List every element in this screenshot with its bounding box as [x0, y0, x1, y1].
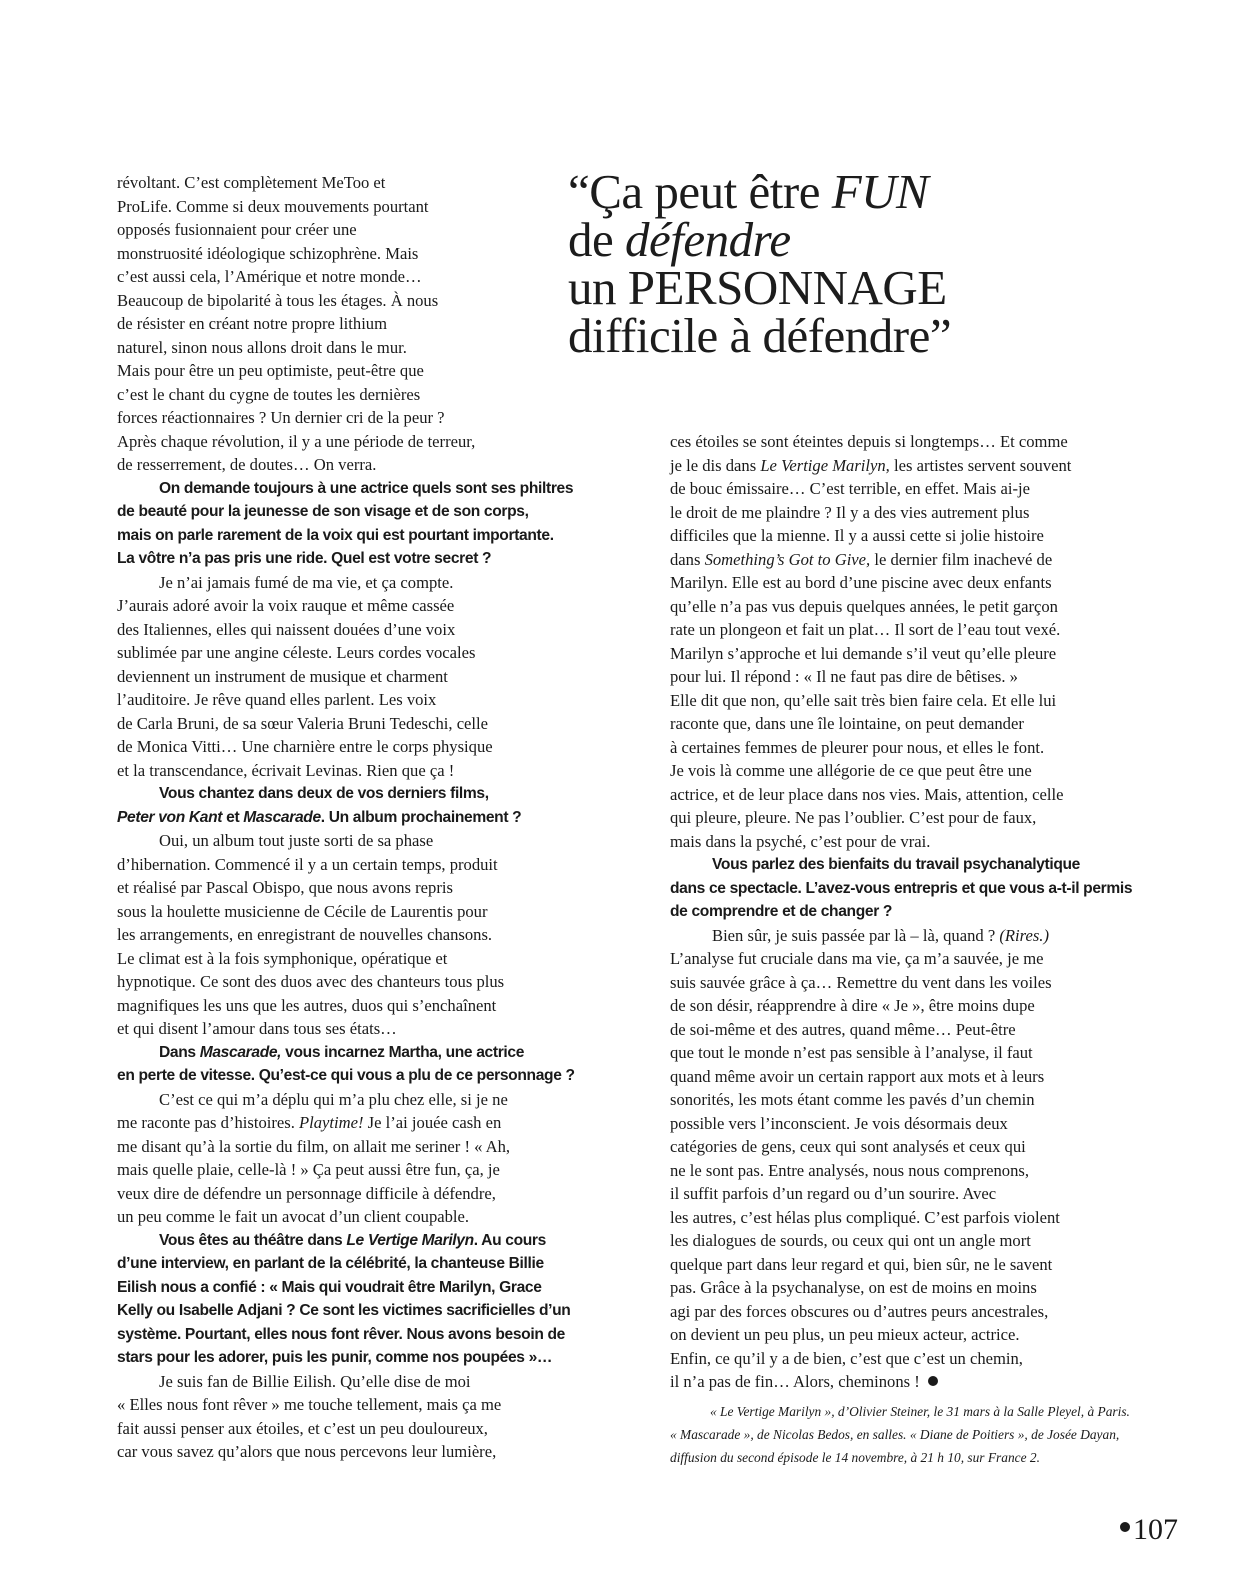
text-line: hypnotique. Ce sont des duos avec des chanteurs tous plus — [117, 972, 505, 991]
credit-line: diffusion du second épisode le 14 novembre, à 21 h 10, sur France 2. — [670, 1449, 1040, 1465]
text-line: de Monica Vitti… Une charnière entre le corps physique — [117, 737, 493, 756]
text-line: les dialogues de sourds, ou ceux qui ont un angle mort — [670, 1231, 1031, 1250]
text-line: opposés fusionnaient pour créer une — [117, 220, 357, 239]
text-line: car vous savez qu’alors que nous percevons leur lumière, — [117, 1442, 497, 1461]
interview-question: système. Pourtant, elles nous font rêver. Nous avons besoin de — [117, 1325, 565, 1343]
text-line: de Carla Bruni, de sa sœur Valeria Bruni Tedeschi, celle — [117, 713, 489, 733]
text-line: Le climat est à la fois symphonique, opératique et — [117, 948, 448, 968]
interview-question: Vous chantez dans deux de vos derniers films, — [159, 785, 489, 802]
text-line: quand même avoir un certain rapport aux mots et à leurs — [670, 1066, 1045, 1086]
text-line: sonorités, les mots étant comme les pavés d’un chemin — [670, 1090, 1035, 1109]
credit-line: « Le Vertige Marilyn », d’Olivier Steiner, le 31 mars à la Salle Pleyel, à Paris. — [710, 1403, 1130, 1419]
text-line: me disant qu’à la sortie du film, on allait me seriner ! « Ah, — [117, 1136, 511, 1156]
text-line: C’est ce qui m’a déplu qui m’a plu chez elle, si je ne — [159, 1089, 508, 1109]
text-line: sous la houlette musicienne de Cécile de Laurentis pour — [117, 901, 488, 921]
text-line: Après chaque révolution, il y a une période de terreur, — [117, 431, 476, 451]
text-line: c’est le chant du cygne de toutes les dernières — [117, 384, 421, 404]
text-line: et la transcendance, écrivait Levinas. Rien que ça ! — [117, 760, 455, 780]
interview-question: d’une interview, en parlant de la célébrité, la chanteuse Billie — [117, 1255, 544, 1272]
pull-quote-line-1: “Ça peut être FUN — [568, 164, 929, 219]
text-line: ne le sont pas. Entre analysés, nous nous comprenons, — [670, 1160, 1030, 1180]
text-line: ProLife. Comme si deux mouvements pourtant — [117, 196, 429, 216]
text-line: les arrangements, en enregistrant de nouvelles chansons. — [117, 925, 493, 944]
pull-quote — [568, 164, 1128, 363]
text-line: agi par des forces obscures ou d’autres peurs ancestrales, — [670, 1301, 1049, 1321]
text-line: magnifiques les uns que les autres, duos qui s’enchaînent — [117, 995, 497, 1015]
text-line: deviennent un instrument de musique et charment — [117, 666, 448, 686]
interview-question: mais on parle rarement de la voix qui est pourtant importante. — [117, 526, 554, 544]
text-line: fait aussi penser aux étoiles, et c’est un peu douloureux, — [117, 1418, 488, 1438]
folio-dot-icon — [1120, 1522, 1130, 1532]
text-line: le droit de me plaindre ? Il y a des vies autrement plus — [670, 502, 1030, 522]
end-bullet-icon — [928, 1376, 938, 1386]
interview-question: de comprendre et de changer ? — [670, 903, 893, 920]
text-line: me raconte pas d’histoires. Playtime! Je l’ai jouée cash en — [117, 1113, 502, 1132]
text-line: monstruosité idéologique schizophrène. Mais — [117, 243, 419, 263]
pull-quote-line-2: de défendre — [568, 212, 791, 267]
text-line: et réalisé par Pascal Obispo, que nous avons repris — [117, 878, 453, 897]
text-line: catégories de gens, ceux qui sont analysés et ceux qui — [670, 1137, 1026, 1156]
text-line: pas. Grâce à la psychanalyse, on est de moins en moins — [670, 1278, 1037, 1297]
text-line: c’est aussi cela, l’Amérique et notre monde… — [117, 267, 422, 286]
text-line: Marilyn s’approche et lui demande s’il veut qu’elle pleure — [670, 643, 1057, 663]
text-line: on devient un peu plus, un peu mieux acteur, actrice. — [670, 1325, 1020, 1344]
text-line: Je vois là comme une allégorie de ce que peut être une — [670, 761, 1032, 780]
text-line: Bien sûr, je suis passée par là – là, quand ? (Rires.) — [712, 925, 1049, 945]
text-line: de son désir, réapprendre à dire « Je », être moins dupe — [670, 996, 1035, 1015]
text-line: J’aurais adoré avoir la voix rauque et même cassée — [117, 596, 455, 615]
text-line: Enfin, ce qu’il y a de bien, c’est que c’est un chemin, — [670, 1348, 1023, 1368]
text-line: Elle dit que non, qu’elle sait très bien faire cela. Et elle lui — [670, 690, 1057, 710]
text-line: actrice, et de leur place dans nos vies. Mais, attention, celle — [670, 784, 1064, 804]
interview-question: stars pour les adorer, puis les punir, comme nos poupées »… — [117, 1349, 553, 1366]
text-line: mais quelle plaie, celle-là ! » Ça peut aussi être fun, ça, je — [117, 1160, 500, 1179]
interview-question: La vôtre n’a pas pris une ride. Quel est votre secret ? — [117, 550, 492, 567]
text-line: révoltant. C’est complètement MeToo et — [117, 173, 386, 192]
pull-quote-line-3: un PERSONNAGE — [568, 260, 947, 315]
text-line: ces étoiles se sont éteintes depuis si longtemps… Et comme — [670, 432, 1068, 451]
interview-question: On demande toujours à une actrice quels sont ses philtres — [159, 479, 574, 497]
text-line: à certaines femmes de pleurer pour nous, et elles le font. — [670, 737, 1045, 757]
text-line: difficiles que la mienne. Il y a aussi cette si jolie histoire — [670, 526, 1044, 545]
credits — [670, 1400, 1145, 1469]
text-line: que tout le monde n’est pas sensible à l’analyse, il faut — [670, 1043, 1033, 1062]
text-line: « Elles nous font rêver » me touche tellement, mais ça me — [117, 1395, 502, 1414]
text-line: il n’a pas de fin… Alors, cheminons ! — [670, 1370, 1145, 1394]
text-line: un peu comme le fait un avocat d’un client coupable. — [117, 1207, 470, 1226]
text-line: d’hibernation. Commencé il y a un certain temps, produit — [117, 854, 498, 874]
interview-question: Eilish nous a confié : « Mais qui voudrait être Marilyn, Grace — [117, 1278, 542, 1296]
text-line: Marilyn. Elle est au bord d’une piscine avec deux enfants — [670, 573, 1052, 592]
interview-question: dans ce spectacle. L’avez-vous entrepris et que vous a-t-il permis — [670, 879, 1133, 897]
text-line: veux dire de défendre un personnage difficile à défendre, — [117, 1183, 496, 1203]
text-line: les autres, c’est hélas plus compliqué. C’est parfois violent — [670, 1207, 1060, 1227]
text-line: forces réactionnaires ? Un dernier cri de la peur ? — [117, 408, 445, 427]
text-line: des Italiennes, elles qui naissent douées d’une voix — [117, 619, 456, 639]
text-line: sublimée par une angine céleste. Leurs cordes vocales — [117, 643, 476, 662]
text-line: de soi-même et des autres, quand même… Peut-être — [670, 1019, 1016, 1039]
text-line: Je suis fan de Billie Eilish. Qu’elle dise de moi — [159, 1371, 471, 1391]
text-line: Mais pour être un peu optimiste, peut-être que — [117, 361, 424, 380]
text-line: de bouc émissaire… C’est terrible, en effet. Mais ai-je — [670, 479, 1031, 498]
text-line: qu’elle n’a pas vus depuis quelques années, le petit garçon — [670, 596, 1058, 616]
text-line: raconte que, dans une île lointaine, on peut demander — [670, 714, 1024, 733]
text-line: il suffit parfois d’un regard ou d’un sourire. Avec — [670, 1184, 997, 1203]
text-line: de resserrement, de doutes… On verra. — [117, 455, 377, 474]
text-line: Beaucoup de bipolarité à tous les étages. À nous — [117, 290, 439, 310]
interview-question: Dans Mascarade, vous incarnez Martha, une actrice — [159, 1043, 525, 1061]
interview-question: Peter von Kant et Mascarade. Un album prochainement ? — [117, 808, 522, 826]
text-line: naturel, sinon nous allons droit dans le mur. — [117, 337, 407, 357]
credit-line: « Mascarade », de Nicolas Bedos, en salles. « Diane de Poitiers », de Josée Dayan, — [670, 1426, 1120, 1442]
text-line: de résister en créant notre propre lithium — [117, 314, 388, 333]
text-line: Je n’ai jamais fumé de ma vie, et ça compte. — [159, 572, 454, 592]
interview-question: Kelly ou Isabelle Adjani ? Ce sont les victimes sacrificielles d’un — [117, 1302, 571, 1319]
right-column — [670, 430, 1145, 1469]
text-line: rate un plongeon et fait un plat… Il sort de l’eau tout vexé. — [670, 620, 1061, 639]
interview-question: de beauté pour la jeunesse de son visage et de son corps, — [117, 503, 529, 520]
text-line: quelque part dans leur regard et qui, bien sûr, ne le savent — [670, 1254, 1053, 1274]
page-number: 107 — [1120, 1510, 1178, 1550]
text-line: l’auditoire. Je rêve quand elles parlent. Les voix — [117, 690, 437, 709]
text-line: suis sauvée grâce à ça… Remettre du vent dans les voiles — [670, 972, 1052, 992]
text-line: Oui, un album tout juste sorti de sa phase — [159, 831, 434, 850]
pull-quote-line-4: difficile à défendre” — [568, 308, 952, 363]
text-line: qui pleure, pleure. Ne pas l’oublier. C’est pour de faux, — [670, 808, 1037, 827]
text-line: L’analyse fut cruciale dans ma vie, ça m’a sauvée, je me — [670, 949, 1044, 968]
left-column — [117, 171, 587, 1464]
text-line: dans Something’s Got to Give, le dernier film inachevé de — [670, 549, 1053, 569]
text-line: je le dis dans Le Vertige Marilyn, les artistes servent souvent — [670, 455, 1072, 475]
text-line: pour lui. Il répond : « Il ne faut pas dire de bêtises. » — [670, 667, 1018, 686]
text-line: mais dans la psyché, c’est pour de vrai. — [670, 831, 931, 851]
interview-question: Vous parlez des bienfaits du travail psychanalytique — [712, 856, 1081, 873]
interview-question: en perte de vitesse. Qu’est-ce qui vous a plu de ce personnage ? — [117, 1067, 575, 1084]
interview-question: Vous êtes au théâtre dans Le Vertige Marilyn. Au cours — [159, 1231, 546, 1249]
text-line: possible vers l’inconscient. Je vois désormais deux — [670, 1113, 1008, 1133]
text-line: et qui disent l’amour dans tous ses états… — [117, 1019, 397, 1038]
